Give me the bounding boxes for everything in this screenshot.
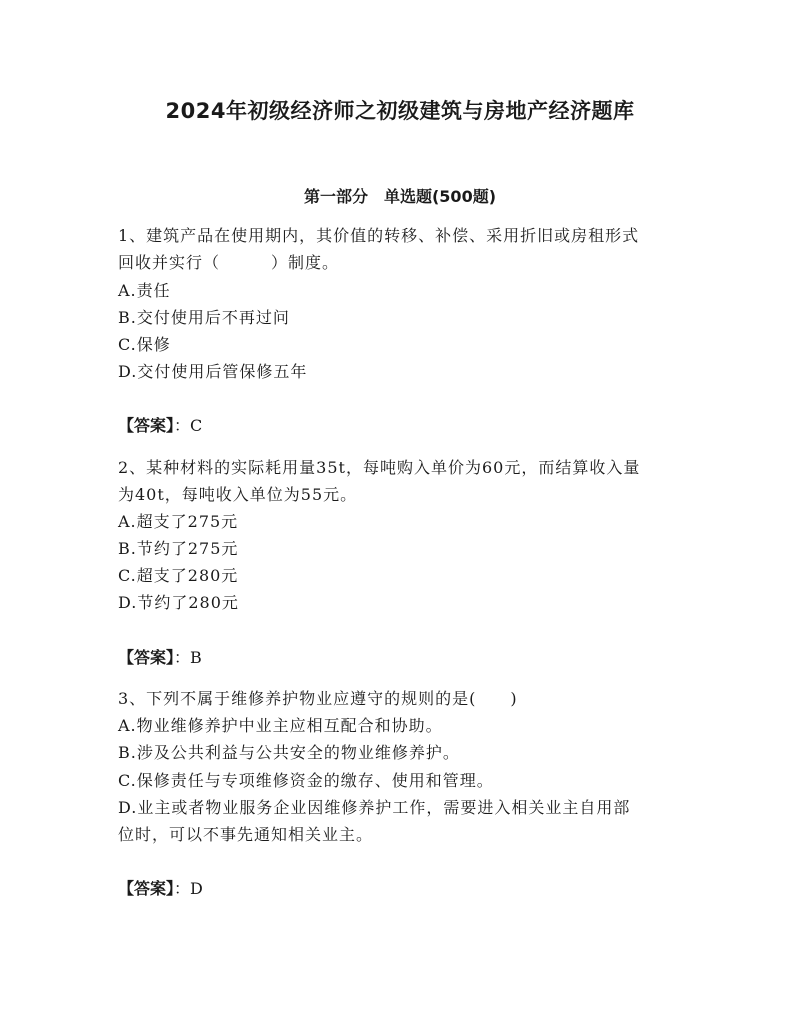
- question-3-option-a: A.物业维修养护中业主应相互配合和协助。: [118, 716, 443, 735]
- question-1-option-b: B.交付使用后不再过问: [118, 308, 290, 327]
- question-1-answer: [118, 416, 202, 436]
- question-2-option-a: A.超支了275元: [118, 512, 239, 531]
- question-3-stem-line-1: 3、下列不属于维修养护物业应遵守的规则的是( ): [118, 689, 518, 708]
- question-1-option-d: D.交付使用后管保修五年: [118, 362, 308, 381]
- section-title: 第一部分 单选题(500题): [303, 187, 497, 206]
- question-1-option-a: A.责任: [118, 281, 171, 300]
- question-3-option-d-line-2: 位时，可以不事先通知相关业主。: [118, 825, 374, 844]
- question-3-answer: [118, 879, 203, 899]
- answer-value: ：C: [174, 416, 203, 435]
- question-3-option-b: B.涉及公共利益与公共安全的物业维修养护。: [118, 743, 460, 762]
- question-3-option-c: C.保修责任与专项维修资金的缴存、使用和管理。: [118, 771, 494, 790]
- question-1-stem-line-2: 回收并实行（ ）制度。: [118, 253, 340, 272]
- answer-label: 【答案】: [118, 879, 175, 898]
- answer-label: 【答案】: [118, 648, 175, 667]
- answer-value: ：B: [174, 648, 202, 667]
- answer-value: ：D: [174, 879, 203, 898]
- question-2-stem-line-2: 为40t，每吨收入单位为55元。: [118, 485, 358, 504]
- document-title: 2024年初级经济师之初级建筑与房地产经济题库: [165, 99, 635, 123]
- answer-label: 【答案】: [118, 416, 175, 435]
- question-1-stem-line-1: 1、建筑产品在使用期内，其价值的转移、补偿、采用折旧或房租形式: [118, 226, 640, 245]
- question-1-option-c: C.保修: [118, 335, 171, 354]
- question-2-stem-line-1: 2、某种材料的实际耗用量35t，每吨购入单价为60元，而结算收入量: [118, 458, 641, 477]
- question-2-option-b: B.节约了275元: [118, 539, 239, 558]
- question-3-option-d-line-1: D.业主或者物业服务企业因维修养护工作，需要进入相关业主自用部: [118, 798, 631, 817]
- question-2-option-c: C.超支了280元: [118, 566, 239, 585]
- question-2-answer: [118, 648, 202, 668]
- question-2-option-d: D.节约了280元: [118, 593, 239, 612]
